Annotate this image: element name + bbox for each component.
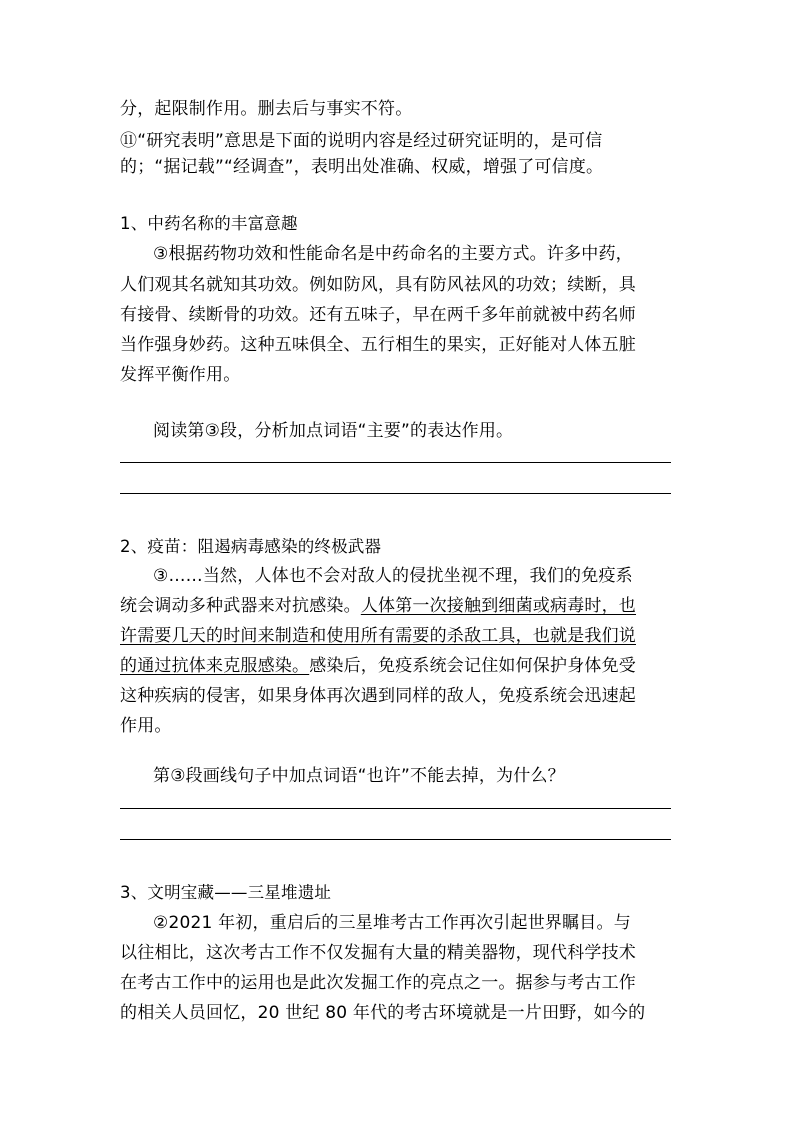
paragraph-line: 以往相比，这次考古工作不仅发掘有大量的精美器物，现代科学技术 (120, 943, 636, 963)
text-line: ⑪“研究表明”意思是下面的说明内容是经过研究证明的，是可信 (120, 131, 603, 151)
paragraph-line: 这种疾病的侵害，如果身体再次遇到同样的敌人，免疫系统会迅速起 (120, 686, 636, 706)
underlined-sentence: 人体第一次接触到细菌或病毒时，也 (360, 596, 637, 616)
section-heading: 3、文明宝藏——三星堆遗址 (120, 883, 332, 902)
section-heading: 1、中药名称的丰富意趣 (120, 214, 298, 233)
paragraph-line (120, 656, 636, 676)
text-line: 的；“据记载”“经调查”，表明出处准确、权威，增强了可信度。 (120, 157, 604, 177)
underlined-sentence: 的通过抗体来克服感染。 (120, 656, 310, 676)
paragraph-line: 人们观其名就知其功效。例如防风，具有防风祛风的功效；续断，具 (120, 275, 636, 295)
paragraph-line: 有接骨、续断骨的功效。还有五味子，早在两千多年前就被中药名师 (120, 305, 636, 325)
paragraph-line (120, 596, 636, 616)
paragraph-line: 在考古工作中的运用也是此次发掘工作的亮点之一。据参与考古工作 (120, 973, 636, 993)
answer-line (120, 808, 671, 809)
paragraph-line: 的相关人员回忆，20 世纪 80 年代的考古环境就是一片田野，如今的 (120, 1003, 646, 1023)
text-line: 分，起限制作用。删去后与事实不符。 (120, 99, 413, 119)
paragraph-line: 当作强身妙药。这种五味俱全、五行相生的果实，正好能对人体五脏 (120, 335, 636, 355)
answer-line (120, 493, 671, 494)
underlined-sentence: 许需要几天的时间来制造和使用所有需要的杀敌工具，也就是我们说 (120, 626, 636, 646)
text-span: 统会调动多种武器来对抗感染。 (120, 596, 361, 616)
paragraph-line: ②2021 年初，重启后的三星堆考古工作再次引起世界瞩目。与 (153, 913, 631, 933)
paragraph-line: ③根据药物功效和性能命名是中药命名的主要方式。许多中药， (153, 244, 633, 264)
paragraph-line: ③……当然，人体也不会对敌人的侵扰坐视不理，我们的免疫系 (153, 566, 633, 586)
paragraph-line: 作用。 (120, 716, 172, 736)
paragraph-line: 发挥平衡作用。 (120, 365, 241, 385)
answer-line (120, 462, 671, 463)
question: 阅读第③段，分析加点词语“主要”的表达作用。 (153, 421, 514, 441)
question: 第③段画线句子中加点词语“也许”不能去掉，为什么？ (153, 766, 565, 786)
answer-line (120, 839, 671, 840)
text-span: 感染后，免疫系统会记住如何保护身体免受 (309, 656, 637, 676)
section-heading: 2、疫苗：阻遏病毒感染的终极武器 (120, 537, 382, 556)
